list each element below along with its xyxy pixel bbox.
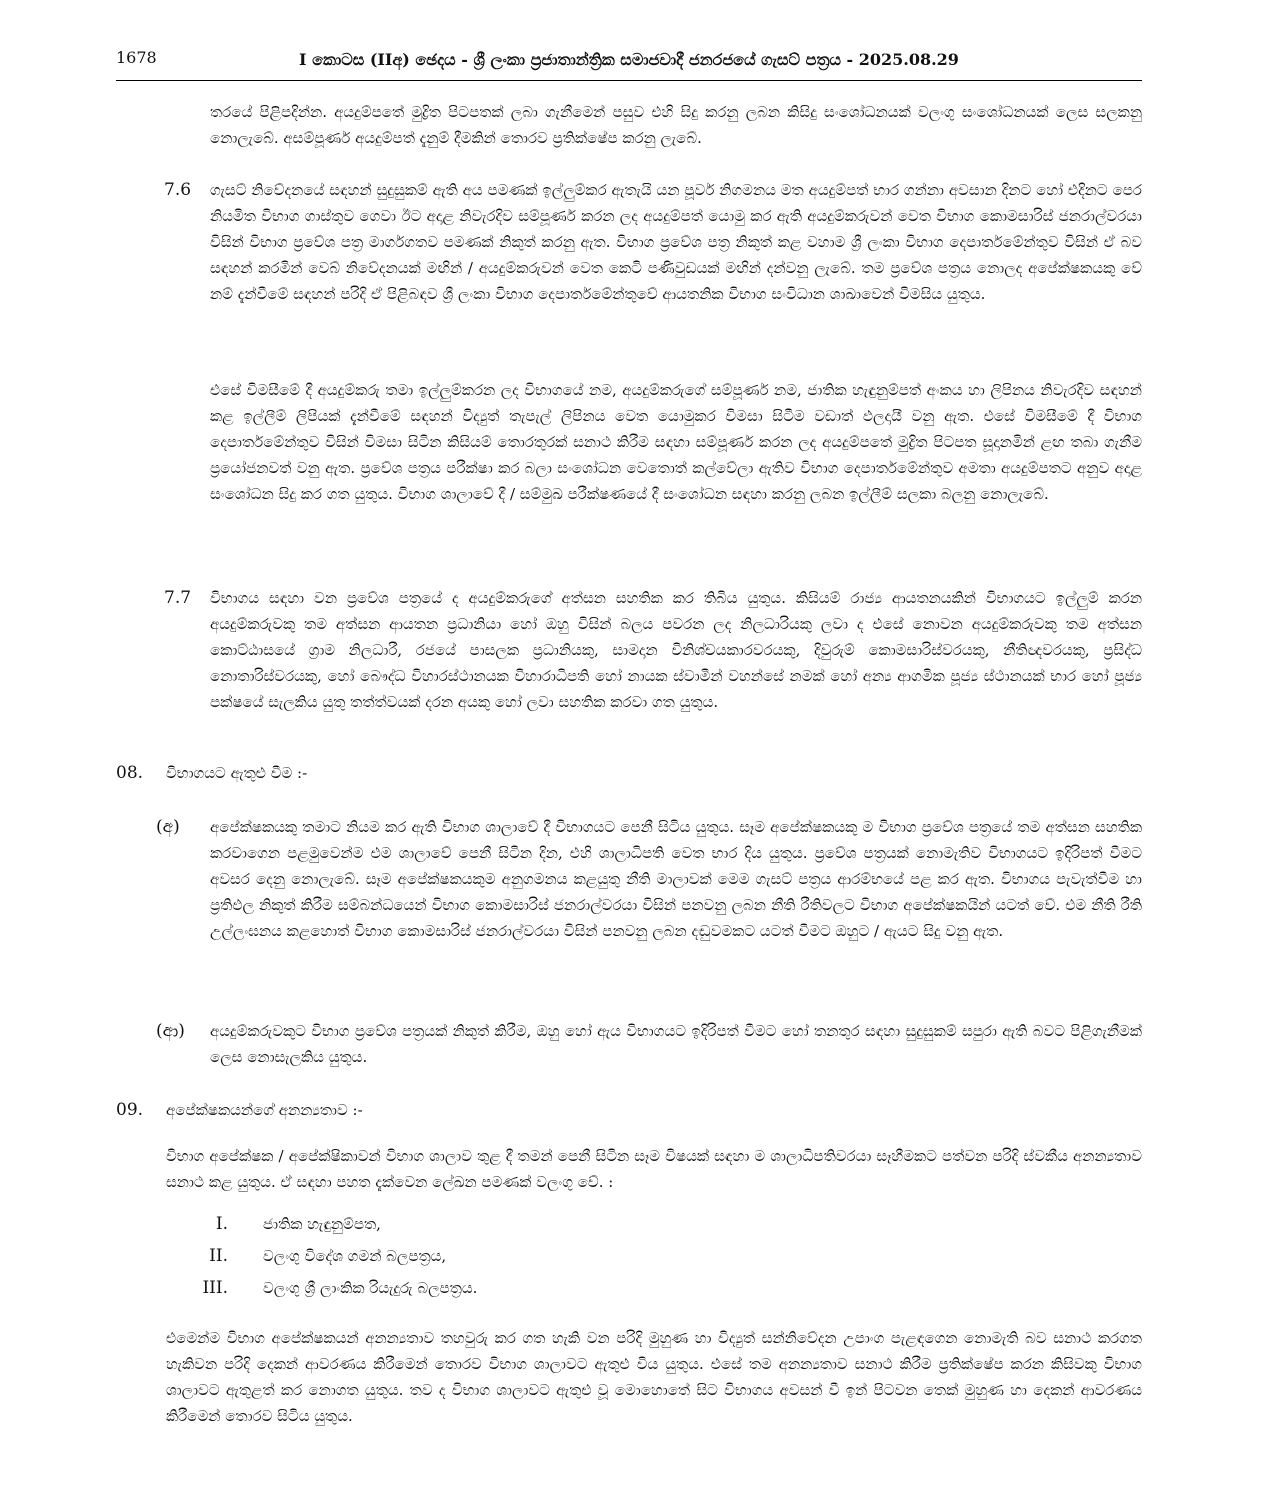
list-item-label: III. [202, 1278, 228, 1298]
section-08-number: 08. [116, 763, 144, 783]
list-item: ජාතික හැඳුනුම්පත, [263, 1215, 381, 1233]
list-item: වලංගු විදේශ ගමන් බලපත්‍රය, [263, 1247, 447, 1265]
section-7-7-paragraph: විභාගය සඳහා වන ප්‍රවේශ පත්‍රයේ ද අයදුම්කරුගේ අත්සන සහතික කර තිබිය යුතුය. කිසියම් රාජ්‍ය ආයතනයකින් විභාගයට ඉල්ලුම් කරන අයදුම්කරුවකු තම අත්සන ආයතන ප්‍රධානියා හෝ ඔහු විසින් බලය පවරන ලද නිලධාරියකු ලවා ද එසේ නොවන අයදුම්කරුවකු තම අත්සන කොට්ඨාසයේ ග්‍රාම නිලධාරී, රජයේ පාසලක ප්‍රධානියකු, සාමදාන විනිශ්චයකාරවරයකු, දිවුරුම් කොමසාරිස්වරයකු, නීතිඥවරයකු, ප්‍රසිද්ධ නොතාරිස්වරයකු, හෝ බෞද්ධ විහාරස්ථානයක විහාරාධිපති හෝ නායක ස්වාමීන් වහන්සේ නමක් හෝ අන්‍ය ආගමික පූජ්‍ය ස්ථානයක් භාර හෝ පූජ්‍ය පක්ෂයේ සැලකිය යුතු තත්ත්වයක් දරන අයකු හෝ ලවා සහතික කරවා ගත යුතුය. [210, 589, 1142, 711]
section-08-a-label: (අ) [156, 817, 180, 837]
list-item: වලංගු ශ්‍රී ලාංකික රියැදුරු බලපත්‍රය. [263, 1279, 478, 1297]
section-08-b-label: (ආ) [156, 1021, 185, 1041]
page-header [116, 48, 1142, 81]
section-09-paragraph-2: එමෙන්ම විභාග අපේක්ෂකයන් අනන්‍යතාව තහවුරු කර ගත හැකි වන පරිදි මුහුණ හා විද්‍යුත් සන්නිවේදන උපාංග පැළඳගෙන නොමැති බව සනාථ කරගත හැකිවන පරිදි දෙකන් ආවරණය කිරීමෙන් තොරව විභාග ශාලාවට ඇතුළු විය යුතුය. එසේ තම අනන්‍යතාව සනාථ කිරීම ප්‍රතික්ෂේප කරන කිසිවකු විභාග ශාලාවට ඇතුළත් කර නොගත යුතුය. තව ද විභාග ශාලාවට ඇතුළු වූ මොහොතේ සිට විභාගය අවසන් වී ඉන් පිටවන තෙක් මුහුණ හා දෙකන් ආවරණය කිරීමෙන් තොරව සිටිය යුතුය. [166, 1329, 1142, 1425]
list-item-label: I. [215, 1214, 228, 1234]
section-09-title: අපේක්ෂකයන්ගේ අනන්‍යතාව :- [166, 1101, 363, 1119]
section-08-title: විභාගයට ඇතුළු වීම :- [166, 764, 308, 782]
section-7-6-paragraph-1: ගැසට් නිවේදනයේ සඳහන් සුදුසුකම් ඇති අය පමණක් ඉල්ලුම්කර ඇතැයි යන පූර්ව නිගමනය මත අයදුම්පත් භාර ගන්නා අවසාන දිනට හෝ එදිනට පෙර නියමිත විභාග ගාස්තුව ගෙවා ඊට අදාළ නිවැරදිව සම්පූර්ණ කරන ලද අයදුම්පත් යොමු කර ඇති අයදුම්කරුවන් වෙත විභාග කොමසාරිස් ජනරාල්වරයා විසින් විභාග ප්‍රවේශ පත්‍ර මාර්ගගතව පමණක් නිකුත් කරනු ඇත. විභාග ප්‍රවේශ පත්‍ර නිකුත් කළ වහාම ශ්‍රී ලංකා විභාග දෙපාර්තමේන්තුව විසින් ඒ බව සඳහන් කරමින් වෙබ් නිවේදනයක් මඟින් / අයදුම්කරුවන් වෙත කෙටි පණිවුඩයක් මඟින් දන්වනු ලැබේ. තම ප්‍රවේශ පත්‍රය නොලද අපේක්ෂකයකු වේ නම් දැන්වීමේ සඳහන් පරිදි ඒ පිළිබඳව ශ්‍රී ලංකා විභාග දෙපාර්තමේන්තුවේ ආයතනික විභාග සංවිධාන ශාඛාවෙන් විමසිය යුතුය. [210, 181, 1142, 303]
section-7-6-paragraph-2: එසේ විමසීමේ දී අයදුම්කරු තමා ඉල්ලුම්කරන ලද විභාගයේ නම, අයදුම්කරුගේ සම්පූර්ණ නම, ජාතික හැඳුනුම්පත් අංකය හා ලිපිනය නිවැරදිව සඳහන් කළ ඉල්ලීම් ලිපියක් දැන්වීමේ සඳහන් විද්‍යුත් තැපැල් ලිපිනය වෙත යොමුකර විමසා සිටීම වඩාත් ඵලදායී වනු ඇත. එසේ විමසීමේ දී විභාග දෙපාර්තමේන්තුව විසින් විමසා සිටින කිසියම් තොරතුරක් සනාථ කිරීම සඳහා සම්පූර්ණ කරන ලද අයදුම්පතේ මුද්‍රිත පිටපත සූදානමින් ළඟ තබා ගැනීම ප්‍රයෝජනවත් වනු ඇත. ප්‍රවේශ පත්‍රය පරීක්ෂා කර බලා සංශෝධන වෙතොත් කල්වේලා ඇතිව විභාග දෙපාර්තමේන්තුව අමතා අයදුම්පතට අනුව අදාළ සංශෝධන සිදු කර ගත යුතුය. විභාග ශාලාවේ දී / සම්මුඛ පරීක්ෂණයේ දී සංශෝධන සඳහා කරනු ලබන ඉල්ලීම් සලකා බලනු නොලැබේ. [210, 381, 1142, 503]
section-09-number: 09. [116, 1100, 144, 1120]
section-08-b-text: අයදුම්කරුවකුට විභාග ප්‍රවේශ පත්‍රයක් නිකුත් කිරීම, ඔහු හෝ ඇය විභාගයට ඉදිරිපත් වීමට හෝ තනතුර සඳහා සුදුසුකම් සපුරා ඇති බවට පිළිගැනීමක් ලෙස නොසැලකිය යුතුය. [210, 1022, 1142, 1066]
section-08-a-text: අපේක්ෂකයකු තමාට නියම කර ඇති විභාග ශාලාවේ දී විභාගයට පෙනී සිටිය යුතුය. සෑම අපේක්ෂකයකු ම විභාග ප්‍රවේශ පත්‍රයේ තම අත්සන සහතික කරවාගෙන පළමුවෙන්ම එම ශාලාවේ පෙනී සිටින දින, එහි ශාලාධිපති වෙත භාර දිය යුතුය. ප්‍රවේශ පත්‍රයක් නොමැතිව විභාගයට ඉදිරිපත් වීමට අවසර දෙනු නොලැබේ. සෑම අපේක්ෂකයකුම අනුගමනය කළයුතු නීති මාලාවක් මෙම ගැසට් පත්‍රය ආරම්භයේ පළ කර ඇත. විභාගය පැවැත්වීම හා ප්‍රතිඵල නිකුත් කිරීම සම්බන්ධයෙන් විභාග කොමසාරිස් ජනරාල්වරයා විසින් පනවනු ලබන නීති රීතිවලට විභාග අපේක්ෂකයින් යටත් වේ. එම නීති රීති උල්ලංඝනය කළහොත් විභාග කොමසාරිස් ජනරාල්වරයා විසින් පනවනු ලබන දඬුවමකට යටත් වීමට ඔහුට / ඇයට සිදු වනු ඇත. [210, 818, 1142, 940]
page-number: 1678 [116, 48, 157, 67]
list-item-label: II. [209, 1246, 228, 1266]
section-7-7-number: 7.7 [164, 588, 192, 608]
gazette-title: I කොටස (IIඅ) ඡෙදය - ශ්‍රී ලංකා ප්‍රජාතාන්ත්‍රික සමාජවාදී ජනරජයේ ගැසට් පත්‍රය - 2025.08.29 [299, 50, 959, 69]
section-7-6-number: 7.6 [164, 180, 192, 200]
intro-paragraph: තරයේ පිළිපදින්න. අයදුම්පතේ මුද්‍රිත පිටපතක් ලබා ගැනීමෙන් පසුව එහි සිදු කරනු ලබන කිසිදු සංශෝධනයක් වලංගු සංශෝධනයක් ලෙස සලකනු නොලැබේ. අසම්පූර්ණ අයදුම්පත් දැනුම් දීමකින් තොරව ප්‍රතික්ෂේප කරනු ලැබේ. [210, 103, 1142, 147]
section-09-paragraph-1: විභාග අපේක්ෂක / අපේක්ෂිකාවන් විභාග ශාලාව තුළ දී තමන් පෙනී සිටින සෑම විෂයක් සඳහා ම ශාලාධිපතිවරයා සෑහීමකට පත්වන පරිදි ස්වකීය අනන්‍යතාව සනාථ කළ යුතුය. ඒ සඳහා පහත දැක්වෙන ලේඛන පමණක් වලංගු වේ. : [166, 1147, 1142, 1191]
